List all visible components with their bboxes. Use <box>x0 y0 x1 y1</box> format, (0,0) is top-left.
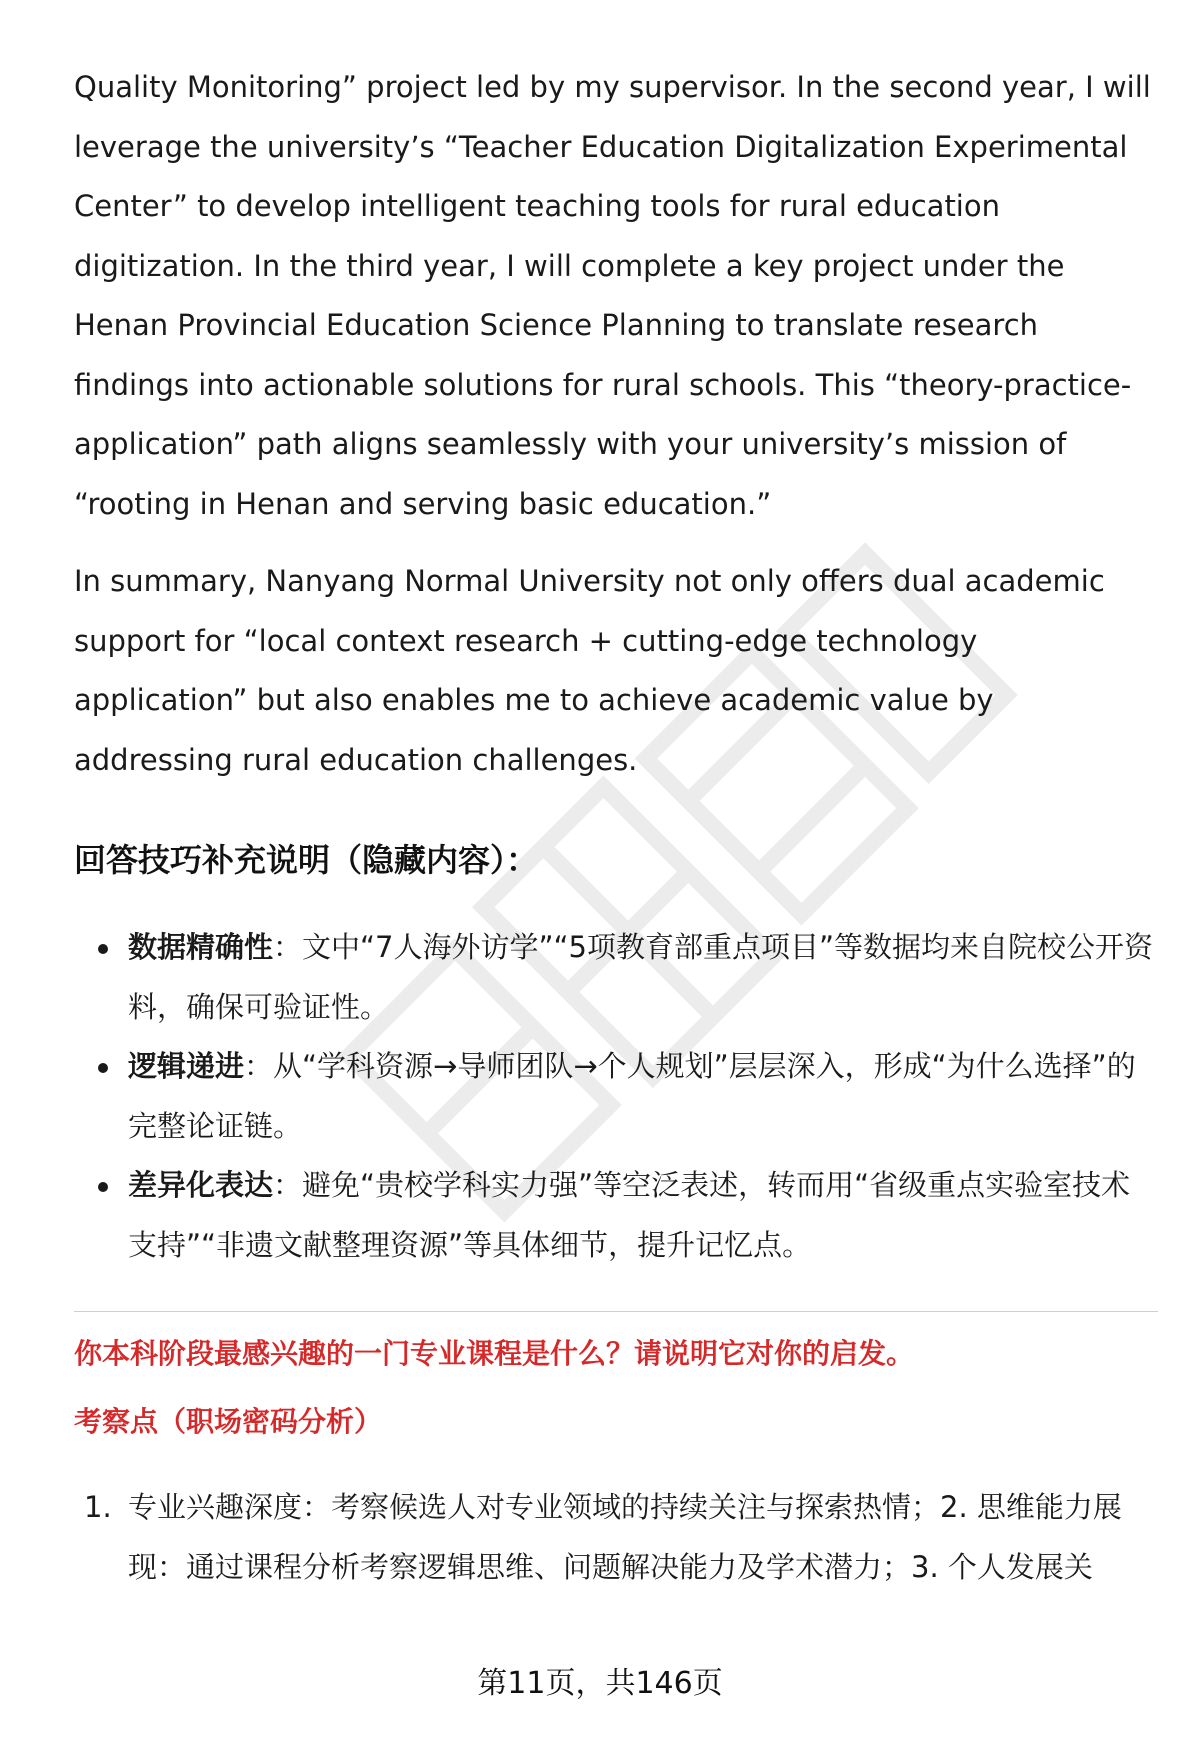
tips-heading: 回答技巧补充说明（隐藏内容）： <box>74 841 539 879</box>
page-number: 第11页，共146页 <box>477 1666 723 1701</box>
analysis-text: 专业兴趣深度：考察候选人对专业领域的持续关注与探索热情；2. 思维能力展现：通过课程分析考察逻辑思维、问题解决能力及学术潜力；3. 个人发展关 <box>128 1490 1122 1584</box>
tip-term: 逻辑递进 <box>128 1049 245 1083</box>
tip-text: ：从“学科资源→导师团队→个人规划”层层深入，形成“为什么选择”的完整论证链。 <box>128 1049 1136 1143</box>
list-number: 1. <box>84 1490 112 1524</box>
bullet-icon <box>98 944 108 954</box>
tip-item <box>74 918 1158 1037</box>
interview-question: 你本科阶段最感兴趣的一门专业课程是什么？请说明它对你的启发。 <box>74 1337 915 1370</box>
bullet-icon <box>98 1063 108 1073</box>
tip-term: 数据精确性 <box>128 930 274 964</box>
document-page <box>74 58 1158 1597</box>
tip-item <box>74 1156 1158 1275</box>
body-paragraph: Quality Monitoring” project led by my supervisor. In the second year, I will leverage the university’s “Teacher Education Digitalization Experimental Center” to develop intelligent teaching tools for rural education digitization. In the third year, I will complete a key project under the Henan Provincial Education Science Planning to translate research findings into actionable solutions for rural schools. This “theory-practice-application” path aligns seamlessly with your university’s mission of “rooting in Henan and serving basic education.” <box>74 70 1151 521</box>
analysis-heading: 考察点（职场密码分析） <box>74 1405 383 1438</box>
tip-text: ：文中“7人海外访学”“5项教育部重点项目”等数据均来自院校公开资料，确保可验证性。 <box>128 930 1154 1024</box>
tips-list <box>74 918 1158 1275</box>
summary-paragraph: In summary, Nanyang Normal University not only offers dual academic support for “local context research + cutting-edge technology application” but also enables me to achieve academic value by addressing rural education challenges. <box>74 564 1105 777</box>
tip-text: ：避免“贵校学科实力强”等空泛表述，转而用“省级重点实验室技术支持”“非遗文献整理资源”等具体细节，提升记忆点。 <box>128 1168 1131 1262</box>
tip-item <box>74 1037 1158 1156</box>
section-divider <box>74 1311 1158 1312</box>
bullet-icon <box>98 1182 108 1192</box>
analysis-list-item <box>74 1478 1158 1597</box>
tip-term: 差异化表达 <box>128 1168 274 1202</box>
